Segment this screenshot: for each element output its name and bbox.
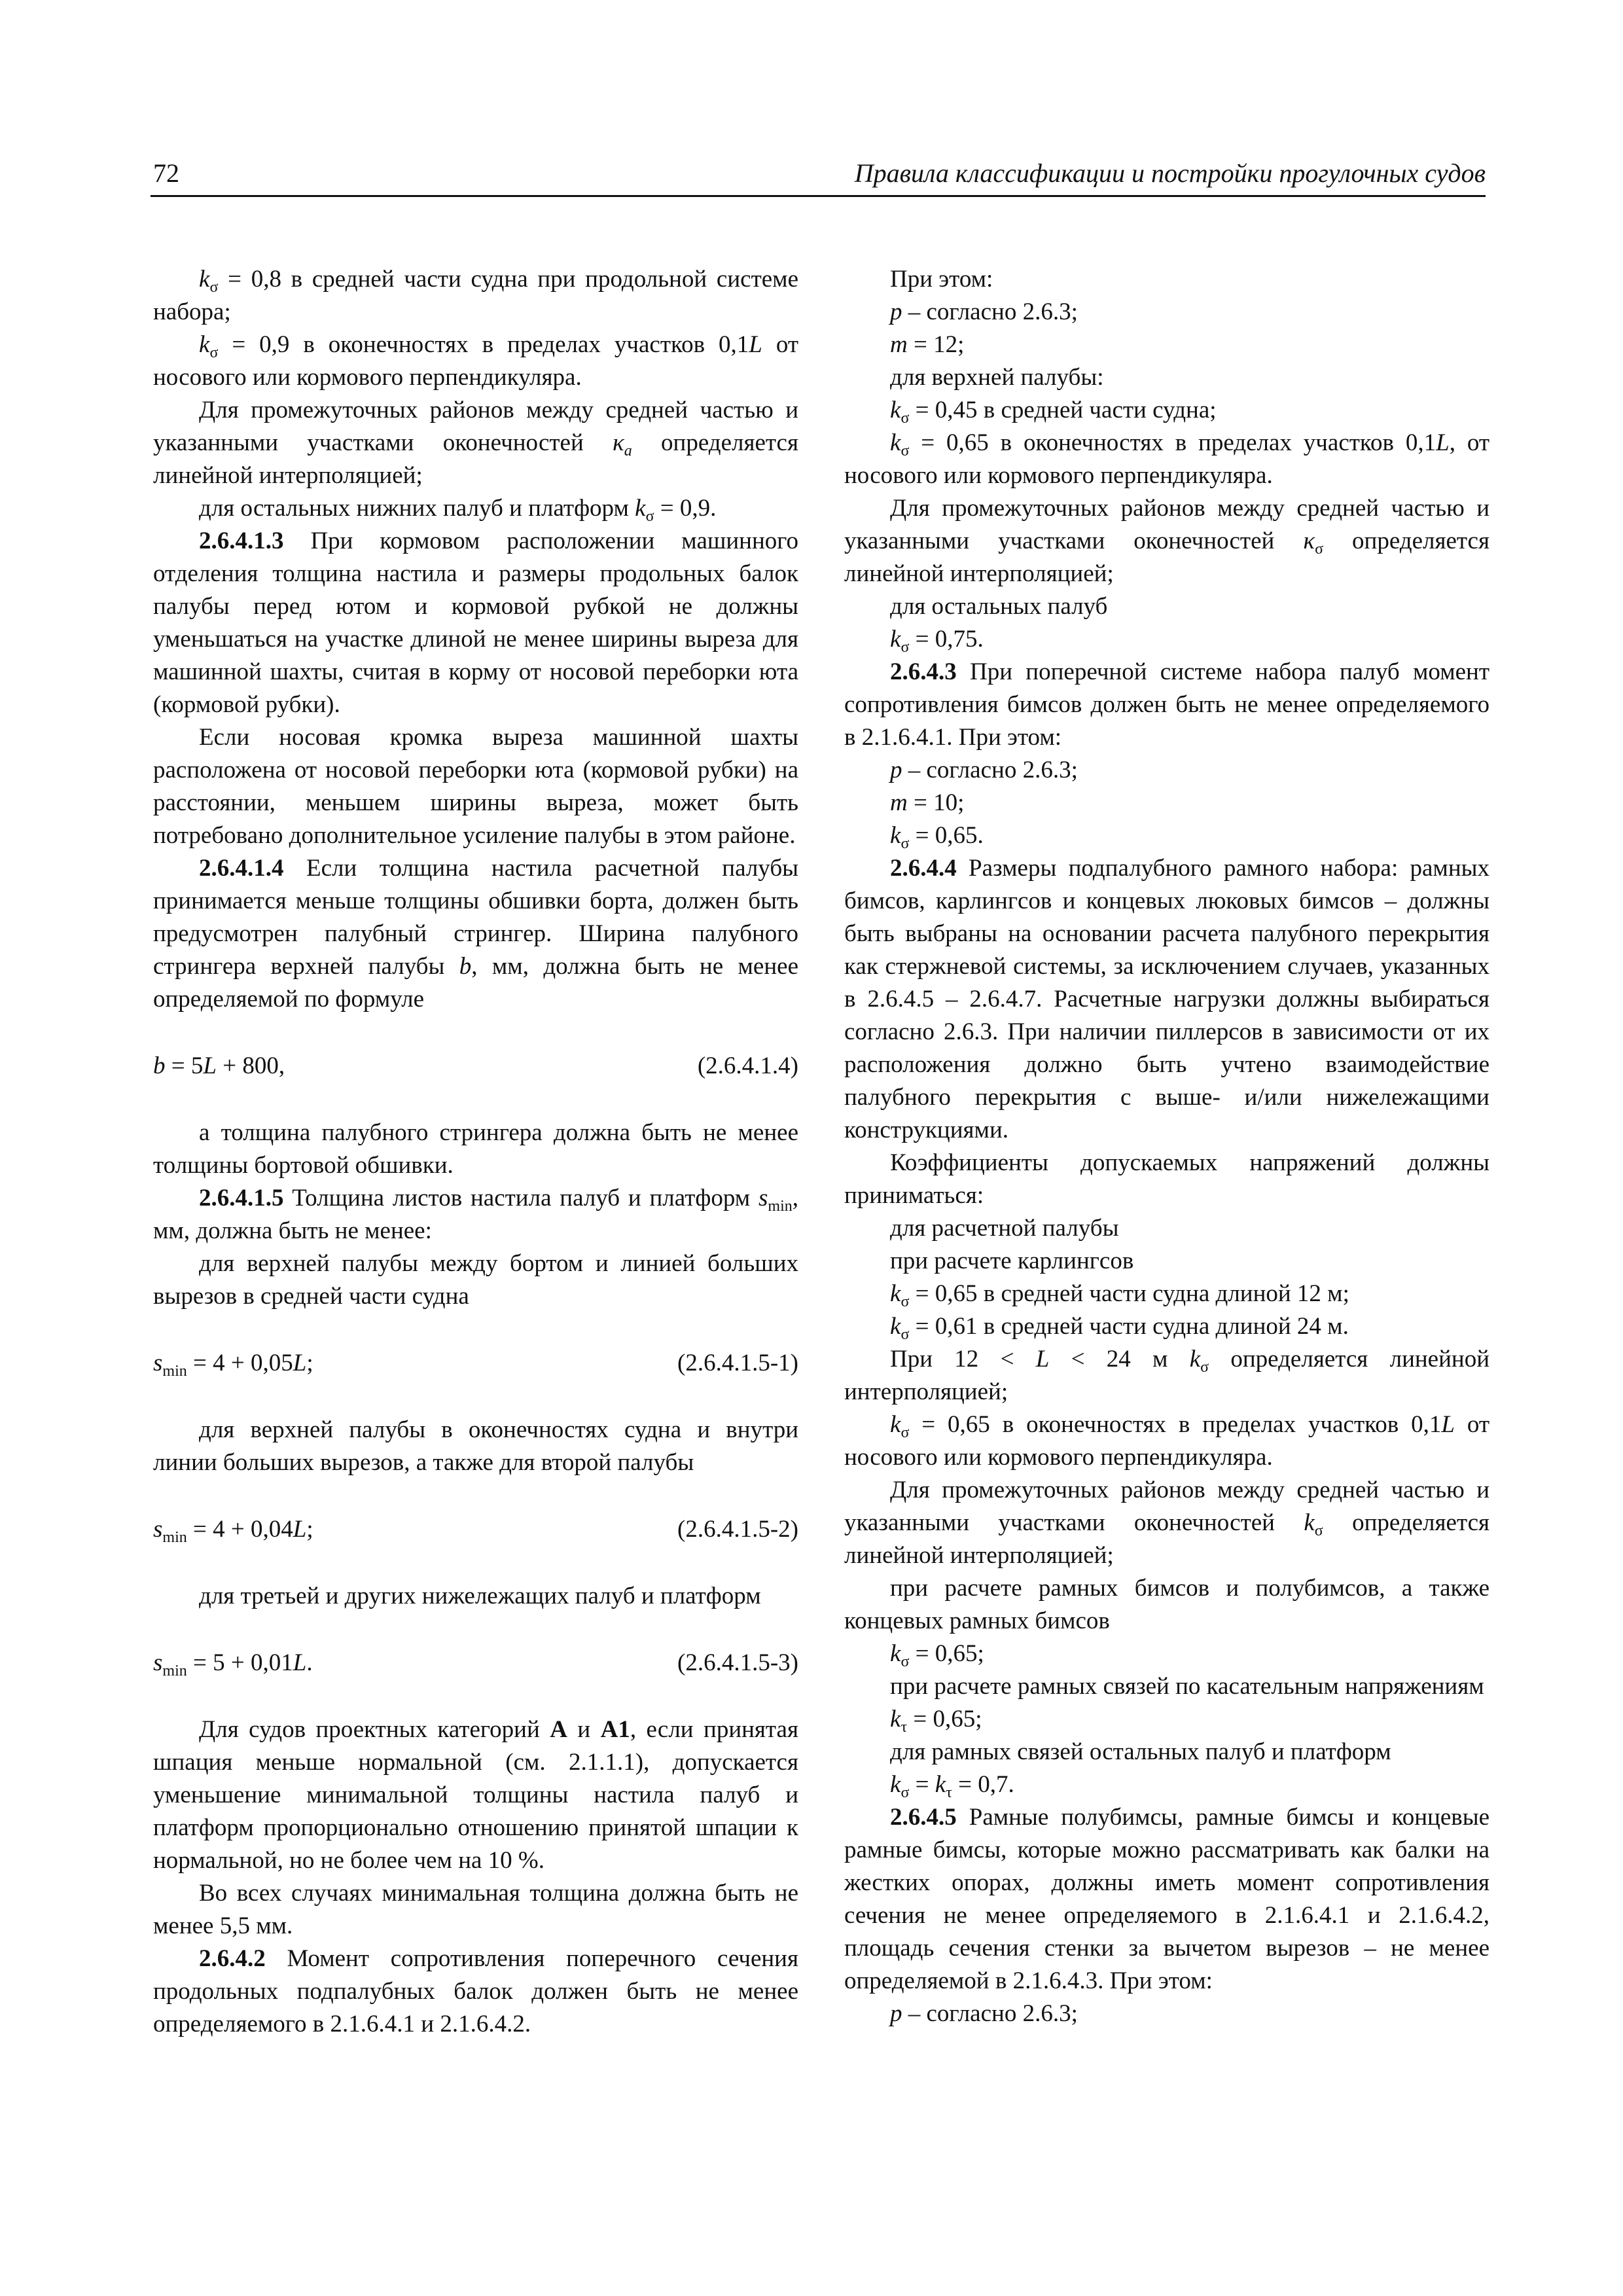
paragraph: Для промежуточных районов между средней частью и указанными участками оконечностей $\kappa_\sigma$ определяется линейной интерполяцией; (844, 495, 1489, 587)
paragraph: а толщина палубного стрингера должна быть не менее толщины бортовой обшивки. (153, 1119, 798, 1179)
formula-2-6-4-1-4: b = 5L + 800, (2.6.4.1.4) (153, 1050, 798, 1083)
paragraph: при расчете рамных бимсов и полубимсов, а также концевых рамных бимсов (844, 1575, 1489, 1634)
section-2-6-4-5: 2.6.4.5 Рамные полубимсы, рамные бимсы и концевые рамные бимсы, которые можно рассматривать как балки на жестких опорах, должны иметь момент сопротивления сечения не менее определяемого в 2.1.6.4.1 и 2.1.6.4.2, площадь сечения стенки за вычетом вырезов – не менее определяемой в 2.1.6.4.3. При этом: (844, 1804, 1489, 1994)
right-column (844, 263, 1489, 2030)
paragraph: m = 12; (890, 331, 965, 358)
formula-2-6-4-1-5-3: $s_{min} = 5 + 0,01L$. (2.6.4.1.5-3) (153, 1647, 798, 1679)
paragraph: При этом: (890, 266, 993, 293)
paragraph: для третьей и других нижележащих палуб и платформ (199, 1583, 761, 1609)
page-header (151, 154, 1486, 197)
paragraph: для верхней палубы: (890, 364, 1104, 391)
paragraph: Во всех случаях минимальная толщина должна быть не менее 5,5 мм. (153, 1880, 798, 1939)
paragraph: Для промежуточных районов между средней частью и указанными участками оконечностей $k_\sigma$ определяется линейной интерполяцией; (844, 1477, 1490, 1569)
paragraph: для остальных нижних палуб и платформ $k_\sigma = 0,9$. (199, 495, 717, 525)
paragraph: $k_\tau = 0,65$; (890, 1706, 982, 1736)
formula-2-6-4-1-5-2: $s_{min} = 4 + 0,04L$; (2.6.4.1.5-2) (153, 1513, 798, 1546)
paragraph: для верхней палубы между бортом и линией больших вырезов в средней части судна (153, 1250, 798, 1310)
paragraph: $k_\sigma = 0,75$. (890, 626, 984, 656)
paragraph: $k_\sigma = 0,65$ в оконечностях в пределах участков 0,1L, от носового или кормового перпендикуляра. (844, 429, 1490, 489)
paragraph: p – согласно 2.6.3; (890, 298, 1078, 325)
paragraph: При 12 < L < 24 м $k_\sigma$ определяется линейной интерполяцией; (844, 1346, 1489, 1405)
formula-number: (2.6.4.1.5-1) (677, 1350, 798, 1376)
paragraph: Коэффициенты допускаемых напряжений должны приниматься: (844, 1149, 1489, 1209)
formula-number: (2.6.4.1.5-2) (677, 1516, 798, 1543)
paragraph: для верхней палубы в оконечностях судна и внутри линии больших вырезов, а также для второй палубы (153, 1416, 798, 1476)
paragraph: p – согласно 2.6.3; (890, 757, 1078, 783)
paragraph: при расчете карлингсов (890, 1247, 1134, 1274)
formula-2-6-4-1-5-1: $s_{min} = 4 + 0,05L$; (2.6.4.1.5-1) (153, 1347, 798, 1380)
paragraph: Для промежуточных районов между средней частью и указанными участками оконечностей $\kappa_a$ определяется линейной интерполяцией; (153, 397, 798, 489)
paragraph: $k_\sigma = 0,65$. (890, 822, 984, 852)
paragraph: для рамных связей остальных палуб и платформ (890, 1738, 1391, 1765)
formula-number: (2.6.4.1.4) (697, 1052, 798, 1079)
paragraph: Если носовая кромка выреза машинной шахты расположена от носовой переборки юта (кормовой рубки) на расстоянии, меньшем ширины выреза, может быть потребовано дополнительное усиление палубы в этом районе. (153, 724, 798, 849)
paragraph: p – согласно 2.6.3; (890, 2000, 1078, 2027)
section-2-6-4-3: 2.6.4.3 При поперечной системе набора палуб момент сопротивления бимсов должен быть не менее определяемого в 2.1.6.4.1. При этом: (844, 658, 1489, 751)
paragraph: $k_\sigma = 0,8$ в средней части судна при продольной системе набора; (153, 266, 798, 325)
paragraph: $k_\sigma = 0,65$ в оконечностях в пределах участков 0,1L от носового или кормового перпендикуляра. (844, 1411, 1490, 1471)
paragraph: $k_\sigma = k_\tau = 0,7$. (890, 1771, 1014, 1801)
section-2-6-4-1-5: 2.6.4.1.5 Толщина листов настила палуб и платформ $s_{min}$, мм, должна быть не менее: (153, 1185, 798, 1244)
section-2-6-4-4: 2.6.4.4 Размеры подпалубного рамного набора: рамных бимсов, карлингсов и концевых люковых бимсов – должны быть выбраны на основании расчета палубного перекрытия как стержневой системы, за исключением случаев, указанных в 2.6.4.5 – 2.6.4.7. Расчетные нагрузки должны выбираться согласно 2.6.3. При наличии пиллерсов в зависимости от их расположения должно быть учтено взаимодействие палубного перекрытия с выше- и/или нижележащими конструкциями. (844, 855, 1489, 1143)
running-title: Правила классификации и постройки прогулочных судов (854, 158, 1486, 188)
section-2-6-4-1-3: 2.6.4.1.3 При кормовом расположении машинного отделения толщина настила и размеры продольных балок палубы перед ютом и кормовой рубкой не должны уменьшаться на участке длиной не менее ширины выреза для машинной шахты, считая в корму от носовой переборки юта (кормовой рубки). (153, 528, 799, 718)
left-column (153, 263, 798, 2041)
paragraph: $k_\sigma = 0,61$ в средней части судна длиной 24 м. (890, 1313, 1349, 1343)
section-2-6-4-2: 2.6.4.2 Момент сопротивления поперечного сечения продольных подпалубных балок должен быть не менее определяемого в 2.1.6.4.1 и 2.1.6.4.2. (153, 1945, 798, 2037)
paragraph: для расчетной палубы (890, 1215, 1119, 1242)
paragraph: Для судов проектных категорий A и A1, если принятая шпация меньше нормальной (см. 2.1.1.1), допускается уменьшение минимальной толщины настила палуб и платформ пропорционально отношению принятой шпации к нормальной, но не более чем на 10 %. (153, 1716, 798, 1874)
paragraph: $k_\sigma = 0,45$ в средней части судна; (890, 397, 1217, 427)
paragraph: для остальных палуб (890, 593, 1108, 620)
paragraph: $k_\sigma = 0,65$; (890, 1640, 984, 1670)
paragraph: m = 10; (890, 789, 965, 816)
section-2-6-4-1-4: 2.6.4.1.4 Если толщина настила расчетной палубы принимается меньше толщины обшивки борта, должен быть предусмотрен палубный стрингер. Ширина палубного стрингера верхней палубы b, мм, должна быть не менее определяемой по формуле (153, 855, 799, 1013)
paragraph: при расчете рамных связей по касательным напряжениям (890, 1673, 1484, 1700)
formula-number: (2.6.4.1.5-3) (677, 1649, 798, 1676)
paragraph: $k_\sigma = 0,9$ в оконечностях в пределах участков 0,1L от носового или кормового перпендикуляра. (153, 331, 799, 391)
paragraph: $k_\sigma = 0,65$ в средней части судна длиной 12 м; (890, 1280, 1349, 1310)
page-number: 72 (153, 158, 179, 188)
